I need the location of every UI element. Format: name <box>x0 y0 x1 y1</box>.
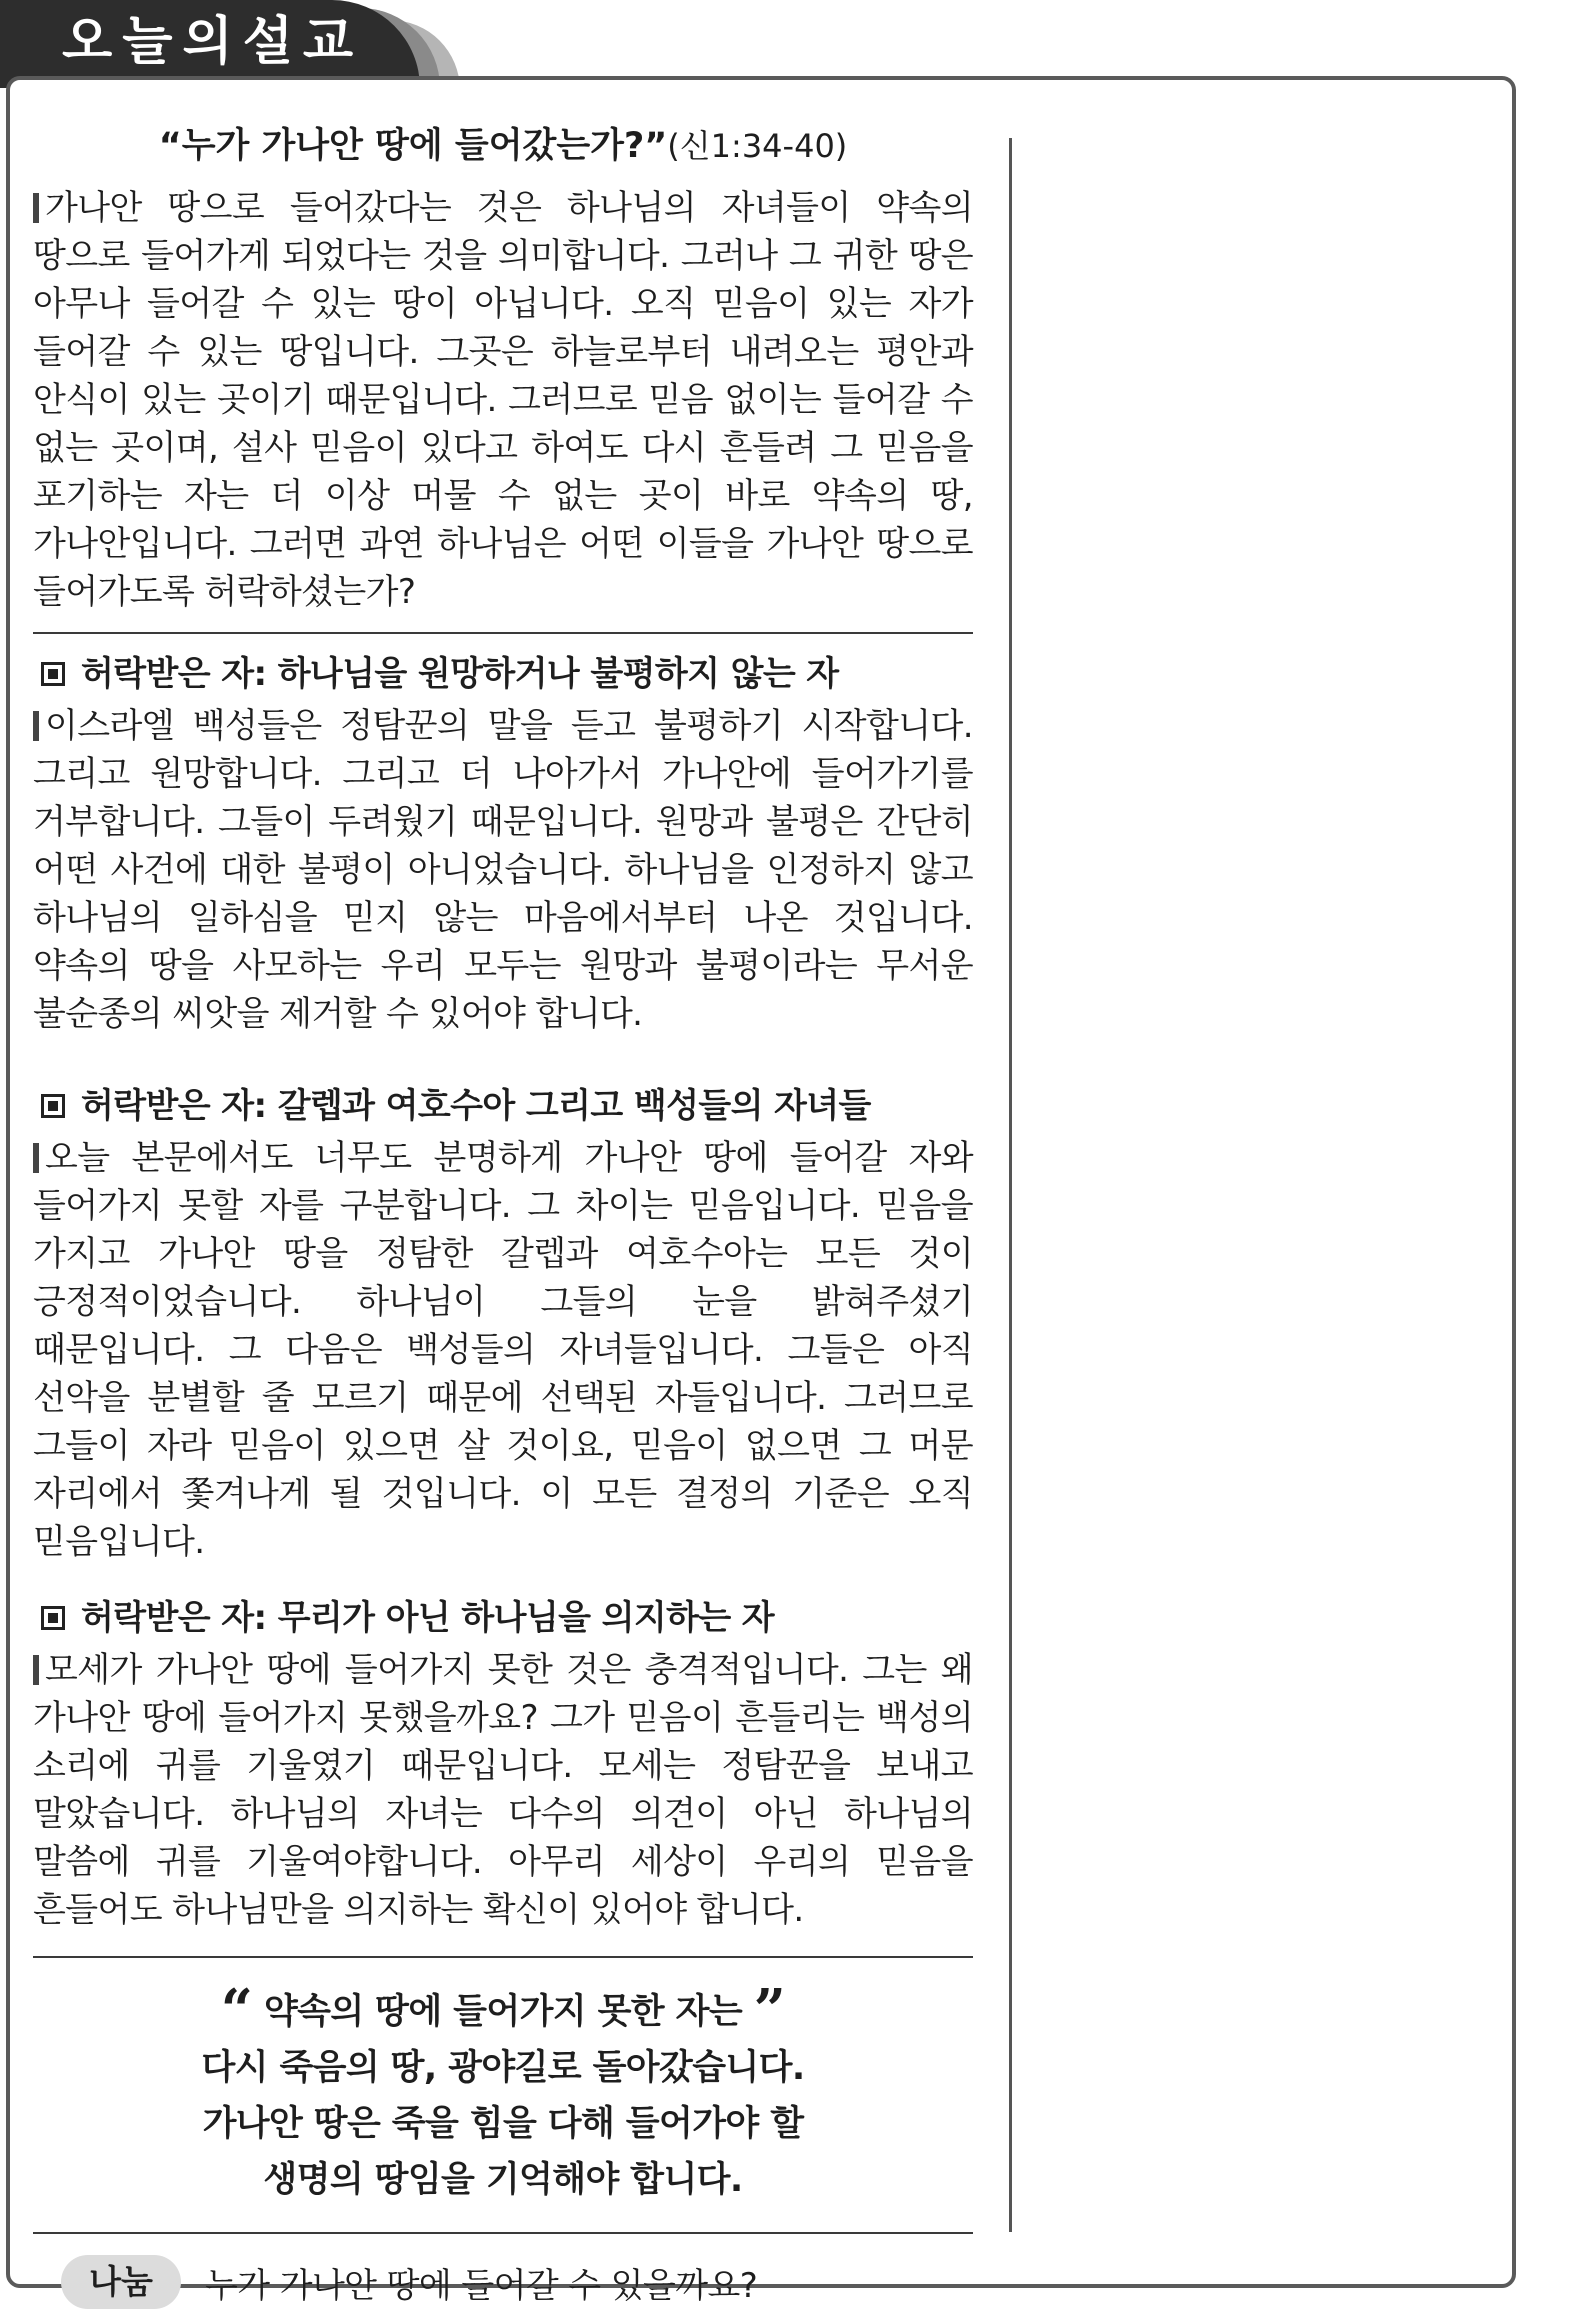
divider <box>33 2232 973 2234</box>
pull-quote <box>33 1977 973 2208</box>
sermon-title <box>33 120 973 172</box>
scripture-reference: (신1:34-40) <box>667 127 848 165</box>
intro-text: 가나안 땅으로 들어갔다는 것은 하나님의 자녀들이 약속의 땅으로 들어가게 되었다는 것을 의미합니다. 그러나 그 귀한 땅은 아무나 들어갈 수 있는 땅이 아닙니다. 오직 믿음이 있는 자가 들어갈 수 있는 땅입니다. 그곳은 하늘로부터 내려오는 평안과 안식이 있는 곳이기 때문입니다. 그러므로 믿음 없이는 들어갈 수 없는 곳이며, 설사 믿음이 있다고 하여도 다시 흔들려 그 믿음을 포기하는 자는 더 이상 머물 수 없는 곳이 바로 약속의 땅, 가나안입니다. 그러면 과연 하나님은 어떤 이들을 가나안 땅으로 들어가도록 허락하셨는가? <box>33 188 973 612</box>
section-text: 오늘 본문에서도 너무도 분명하게 가나안 땅에 들어갈 자와 들어가지 못할 자를 구분합니다. 그 차이는 믿음입니다. 믿음을 가지고 가나안 땅을 정탐한 갈렙과 여호수아는 모든 것이 긍정적이었습니다. 하나님이 그들의 눈을 밝혀주셨기 때문입니다. 그 다음은 백성들의 자녀들입니다. 그들은 아직 선악을 분별할 줄 모르기 때문에 선택된 자들입니다. 그러므로 그들이 자라 믿음이 있으면 살 것이요, 믿음이 없으면 그 머문 자리에서 쫓겨나게 될 것입니다. 이 모든 결정의 기준은 오직 믿음입니다. <box>33 1138 973 1562</box>
quote-line: 가나안 땅은 죽을 힘을 다해 들어가야 할 <box>202 2104 804 2144</box>
section-heading <box>33 648 973 700</box>
square-bullet-icon <box>41 1094 65 1118</box>
divider <box>33 632 973 634</box>
section-text: 이스라엘 백성들은 정탐꾼의 말을 듣고 불평하기 시작합니다. 그리고 원망합니다. 그리고 더 나아가서 가나안에 들어가기를 거부합니다. 그들이 두려웠기 때문입니다. 원망과 불평은 간단히 어떤 사건에 대한 불평이 아니었습니다. 하나님을 인정하지 않고 하나님의 일하심을 믿지 않는 마음에서부터 나온 것입니다. 약속의 땅을 사모하는 우리 모두는 원망과 불평이라는 무서운 불순종의 씨앗을 제거할 수 있어야 합니다. <box>33 706 973 1034</box>
sermon-column <box>33 120 973 2312</box>
section-heading <box>33 1080 973 1132</box>
intro-paragraph <box>33 184 973 616</box>
paragraph-bar-icon <box>33 193 39 223</box>
open-quote-icon: “ <box>220 1977 253 2043</box>
paragraph-bar-icon <box>33 711 39 741</box>
quote-line: 생명의 땅임을 기억해야 합니다. <box>263 2160 743 2200</box>
section-heading-text: 허락받은 자: 갈렙과 여호수아 그리고 백성들의 자녀들 <box>81 1086 871 1126</box>
section-paragraph <box>33 1646 973 1934</box>
header-title: 오늘의설교 <box>62 12 364 72</box>
share-section <box>33 2252 973 2312</box>
quote-line: “ 약속의 땅에 들어가지 못한 자는 ” <box>220 1977 786 2043</box>
section-paragraph <box>33 702 973 1038</box>
paragraph-bar-icon <box>33 1143 39 1173</box>
section-heading-text: 허락받은 자: 하나님을 원망하거나 불평하지 않는 자 <box>81 654 839 694</box>
section-paragraph <box>33 1134 973 1566</box>
sermon-title-text: “누가 가나안 땅에 들어갔는가?” <box>158 126 668 166</box>
column-divider <box>1009 138 1012 2232</box>
header-tab <box>0 0 420 88</box>
divider <box>33 1956 973 1958</box>
square-bullet-icon <box>41 1606 65 1630</box>
close-quote-icon: ” <box>753 1977 786 2043</box>
square-bullet-icon <box>41 662 65 686</box>
section-heading <box>33 1592 973 1644</box>
section-text: 모세가 가나안 땅에 들어가지 못한 것은 충격적입니다. 그는 왜 가나안 땅에 들어가지 못했을까요? 그가 믿음이 흔들리는 백성의 소리에 귀를 기울였기 때문입니다. 모세는 정탐꾼을 보내고 말았습니다. 하나님의 자녀는 다수의 의견이 아닌 하나님의 말씀에 귀를 기울여야합니다. 아무리 세상이 우리의 믿음을 흔들어도 하나님만을 의지하는 확신이 있어야 합니다. <box>33 1650 973 1930</box>
section-heading-text: 허락받은 자: 무리가 아닌 하나님을 의지하는 자 <box>81 1598 775 1638</box>
paragraph-bar-icon <box>33 1655 39 1685</box>
quote-line: 다시 죽음의 땅, 광야길로 돌아갔습니다. <box>201 2048 805 2088</box>
share-badge: 나눔 <box>61 2255 181 2309</box>
share-question: 누가 가나안 땅에 들어갈 수 있을까요? <box>205 2265 758 2306</box>
